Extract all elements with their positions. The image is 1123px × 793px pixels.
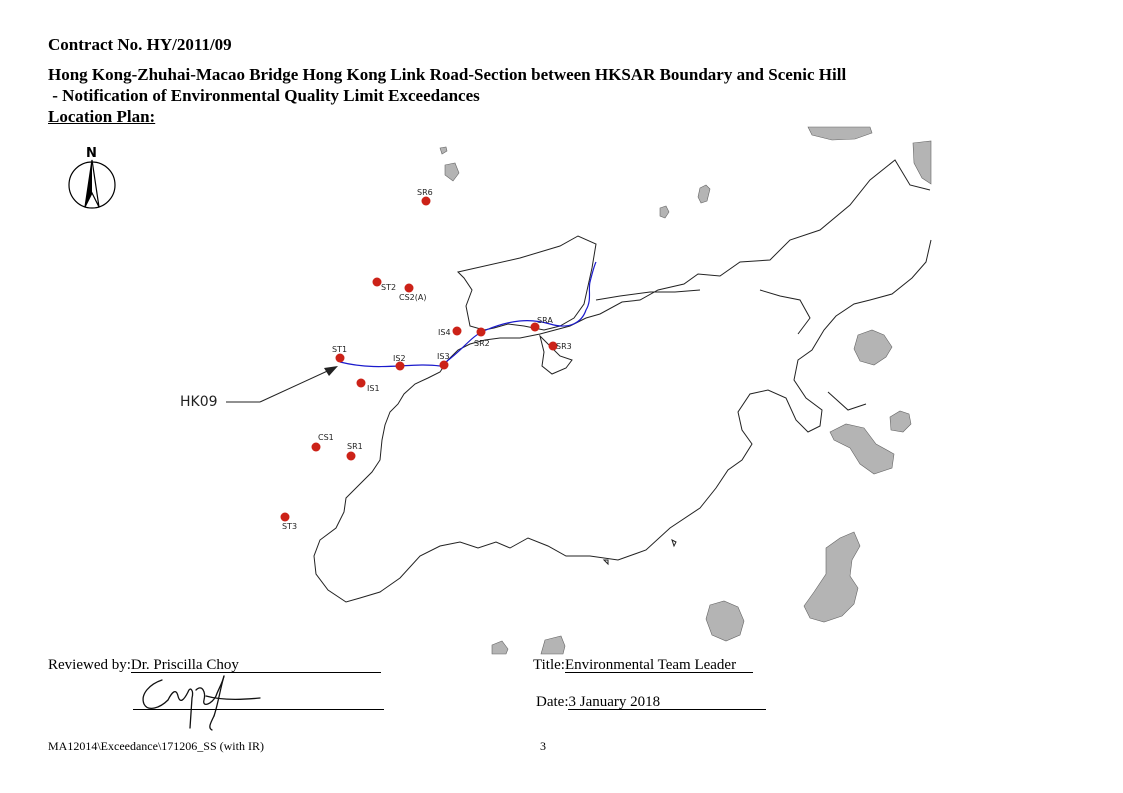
station-sr1-marker (347, 452, 356, 461)
title-row (533, 657, 753, 674)
reviewed-by-row (48, 657, 381, 674)
document-subtitle: - Notification of Environmental Quality Limit Exceedances (48, 86, 480, 105)
station-label: ST1 (332, 345, 348, 354)
signature-line (133, 709, 384, 710)
hk09-callout (180, 366, 338, 410)
station-label: SR3 (556, 342, 572, 351)
reviewed-by-label: Reviewed by: (48, 657, 131, 673)
station-sr2-marker (477, 328, 486, 337)
title-label: Title: (533, 657, 565, 673)
document-title: Hong Kong-Zhuhai-Macao Bridge Hong Kong Link Road-Section between HKSAR Boundary and Scenic Hill (48, 65, 847, 84)
page-number: 3 (540, 739, 546, 753)
station-label: SR6 (417, 188, 433, 197)
station-label: IS4 (438, 328, 451, 337)
station-label: CS1 (318, 433, 334, 442)
contract-number: Contract No. HY/2011/09 (48, 35, 232, 54)
station-label: IS3 (437, 352, 450, 361)
station-labels (282, 188, 572, 531)
outlying-islands (440, 127, 931, 654)
coastline (314, 160, 931, 602)
station-st1-marker (336, 354, 345, 363)
north-label: N (86, 146, 97, 161)
station-label: SR1 (347, 442, 363, 451)
station-label: IS1 (367, 384, 380, 393)
file-reference: MA12014\Exceedance\171206_SS (with IR) (48, 739, 264, 753)
reviewer-name: Dr. Priscilla Choy (131, 658, 381, 673)
monitoring-stations (281, 197, 558, 522)
station-is3-marker (440, 361, 449, 370)
north-arrow-icon (69, 146, 115, 208)
reviewer-signature (143, 676, 260, 730)
title-value: Environmental Team Leader (565, 658, 753, 673)
station-cs1-marker (312, 443, 321, 452)
station-label: IS2 (393, 354, 406, 363)
date-row (536, 694, 766, 711)
location-plan-heading: Location Plan: (48, 107, 156, 126)
station-label: SR2 (474, 339, 490, 348)
station-label: CS2(A) (399, 293, 427, 302)
date-label: Date: (536, 694, 569, 710)
date-value: 3 January 2018 (568, 695, 766, 710)
station-label: ST3 (282, 522, 298, 531)
station-label: ST2 (381, 283, 397, 292)
station-st3-marker (281, 513, 290, 522)
station-sr6-marker (422, 197, 431, 206)
hk09-label: HK09 (180, 394, 218, 410)
station-label: SRA (537, 316, 553, 325)
station-is1-marker (357, 379, 366, 388)
station-cs2a-marker (405, 284, 414, 293)
station-is4-marker (453, 327, 462, 336)
